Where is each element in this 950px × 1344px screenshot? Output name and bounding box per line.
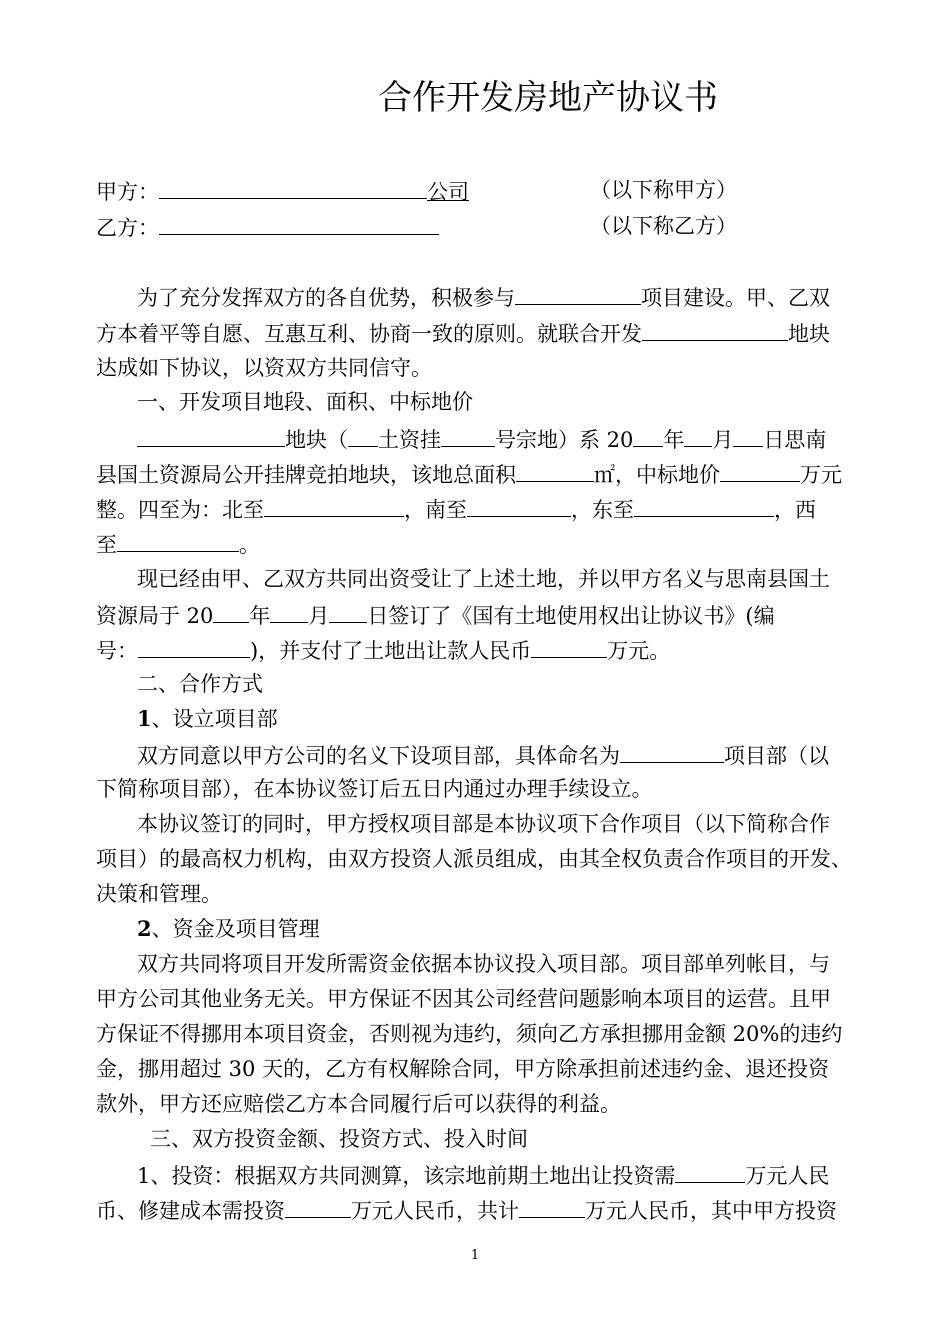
plot-name-blank[interactable] — [642, 318, 788, 341]
south-blank[interactable] — [467, 494, 571, 517]
p3-text: 年 — [249, 604, 271, 628]
day-blank[interactable] — [733, 424, 763, 447]
p6-line1: 双方共同将项目开发所需资金依据本协议投入项目部。项目部单列帐目，与 — [137, 952, 830, 976]
page-number: 1 — [470, 1248, 480, 1263]
p2-text: 。 — [239, 533, 260, 557]
p6-line2: 甲方公司其他业务无关。甲方保证不因其公司经营问题影响本项目的运营。且甲 — [96, 987, 831, 1011]
party-a-line — [96, 176, 469, 206]
p2-text: 日思南 — [763, 428, 827, 452]
p3-line2 — [96, 600, 775, 630]
p3-text: 资源局于 20 — [96, 604, 214, 628]
p2-text: 至 — [96, 533, 117, 557]
p7-text: 币、修建成本需投资 — [96, 1199, 285, 1223]
p2-text: ，西 — [774, 498, 816, 522]
p5-line1: 本协议签订的同时，甲方授权项目部是本协议项下合作项目（以下简称合作 — [137, 812, 830, 836]
year-blank[interactable] — [633, 424, 663, 447]
p1-line2 — [96, 318, 830, 348]
east-blank[interactable] — [634, 494, 774, 517]
area-blank[interactable] — [516, 459, 594, 482]
party-b-note: （以下称乙方） — [590, 214, 737, 238]
p7-text: 万元人民币，共计 — [351, 1199, 519, 1223]
p2-text: 地块（ — [285, 428, 348, 452]
west-blank[interactable] — [117, 529, 239, 552]
project-name-blank[interactable] — [515, 282, 641, 305]
p3-text: 号： — [96, 639, 138, 663]
p2-text: 整。四至为：北至 — [96, 498, 264, 522]
north-blank[interactable] — [264, 494, 404, 517]
p1-text: 为了充分发挥双方的各自优势，积极参与 — [137, 286, 515, 310]
section-2-1-heading — [137, 705, 278, 733]
p1-text: 方本着平等自愿、互惠互利、协商一致的原则。就联合开发 — [96, 322, 642, 346]
heading-number: 1 — [137, 706, 152, 731]
party-a-note: （以下称甲方） — [590, 178, 737, 202]
p6-line5: 款外，甲方还应赔偿乙方本合同履行后可以获得的利益。 — [96, 1092, 621, 1116]
amount-blank[interactable] — [531, 635, 607, 658]
party-b-label: 乙方： — [96, 216, 159, 240]
p7-text: 万元人民 — [745, 1164, 830, 1188]
party-a-label: 甲方： — [96, 180, 159, 204]
blank[interactable] — [348, 424, 378, 447]
p7-line2 — [96, 1195, 837, 1225]
p7-text: 1、投资：根据双方共同测算，该宗地前期土地出让投资需 — [137, 1164, 676, 1188]
p2-text: ，东至 — [571, 498, 634, 522]
contract-no-blank[interactable] — [138, 635, 250, 658]
p2-line2 — [96, 459, 842, 489]
p2-line4 — [96, 529, 260, 559]
p7-text: 万元人民币，其中甲方投资 — [585, 1199, 837, 1223]
p3-text: 万元。 — [607, 639, 671, 663]
p2-text: ，南至 — [404, 498, 467, 522]
p3-line3 — [96, 635, 670, 665]
p2-line1 — [137, 424, 826, 454]
section-1-heading: 一、开发项目地段、面积、中标地价 — [137, 390, 473, 414]
dept-name-blank[interactable] — [620, 740, 724, 763]
party-a-suffix: 公司 — [427, 180, 469, 204]
page-title: 合作开发房地产协议书 — [378, 78, 718, 118]
p2-text: 万元 — [800, 463, 842, 487]
heading-text: 、设立项目部 — [151, 707, 278, 731]
party-a-blank[interactable] — [159, 176, 427, 199]
p3-text: 日签订了《国有土地使用权出让协议书》(编 — [367, 604, 775, 628]
land-invest-blank[interactable] — [675, 1160, 745, 1183]
month-blank[interactable] — [684, 424, 712, 447]
p6-line4: 金，挪用超过 30 天的，乙方有权解除合同，甲方除承担前述违约金、退还投资 — [96, 1057, 830, 1081]
p1-line1 — [137, 282, 830, 312]
p4-text: 双方同意以甲方公司的名义下设项目部，具体命名为 — [137, 744, 620, 768]
p3-text: )，并支付了土地出让款人民币 — [250, 639, 532, 663]
section-2-2-heading — [137, 915, 320, 943]
p2-text: 号宗地）系 20 — [495, 428, 634, 452]
p5-line2: 项目）的最高权力机构，由双方投资人派员组成，由其全权负责合作项目的开发、 — [96, 847, 852, 871]
plot-blank[interactable] — [137, 424, 285, 447]
p3-line1: 现已经由甲、乙双方共同出资受让了上述土地，并以甲方名义与思南县国土 — [137, 567, 830, 591]
p1-text: 地块 — [788, 322, 830, 346]
total-blank[interactable] — [519, 1195, 585, 1218]
heading-number: 2 — [137, 916, 152, 941]
p2-text: 县国土资源局公开挂牌竞拍地块，该地总面积 — [96, 463, 516, 487]
p3-text: 月 — [308, 604, 330, 628]
p2-text: 年 — [663, 428, 685, 452]
p6-line3: 方保证不得挪用本项目资金，否则视为违约，须向乙方承担挪用金额 20%的违约 — [96, 1022, 843, 1046]
day-blank[interactable] — [329, 600, 367, 623]
p2-text: ㎡，中标地价 — [594, 463, 720, 487]
p1-text: 项目建设。甲、乙双 — [641, 286, 830, 310]
build-cost-blank[interactable] — [285, 1195, 351, 1218]
p2-text: 月 — [712, 428, 734, 452]
year-blank[interactable] — [213, 600, 249, 623]
p4-text: 项目部（以 — [724, 744, 829, 768]
p7-line1 — [137, 1160, 829, 1190]
blank[interactable] — [441, 424, 495, 447]
section-2-heading: 二、合作方式 — [137, 672, 263, 696]
heading-text: 、资金及项目管理 — [151, 917, 320, 941]
party-b-blank[interactable] — [159, 212, 439, 235]
section-3-heading: 三、双方投资金额、投资方式、投入时间 — [150, 1127, 528, 1151]
p2-line3 — [96, 494, 816, 524]
p2-text: 土资挂 — [378, 428, 441, 452]
party-b-line — [96, 212, 439, 242]
month-blank[interactable] — [270, 600, 308, 623]
p4-line1 — [137, 740, 829, 770]
p4-line2: 下简称项目部），在本协议签订后五日内通过办理手续设立。 — [96, 777, 653, 801]
p5-line3: 决策和管理。 — [96, 882, 222, 906]
p1-line3: 达成如下协议，以资双方共同信守。 — [96, 356, 432, 380]
price-blank[interactable] — [720, 459, 800, 482]
